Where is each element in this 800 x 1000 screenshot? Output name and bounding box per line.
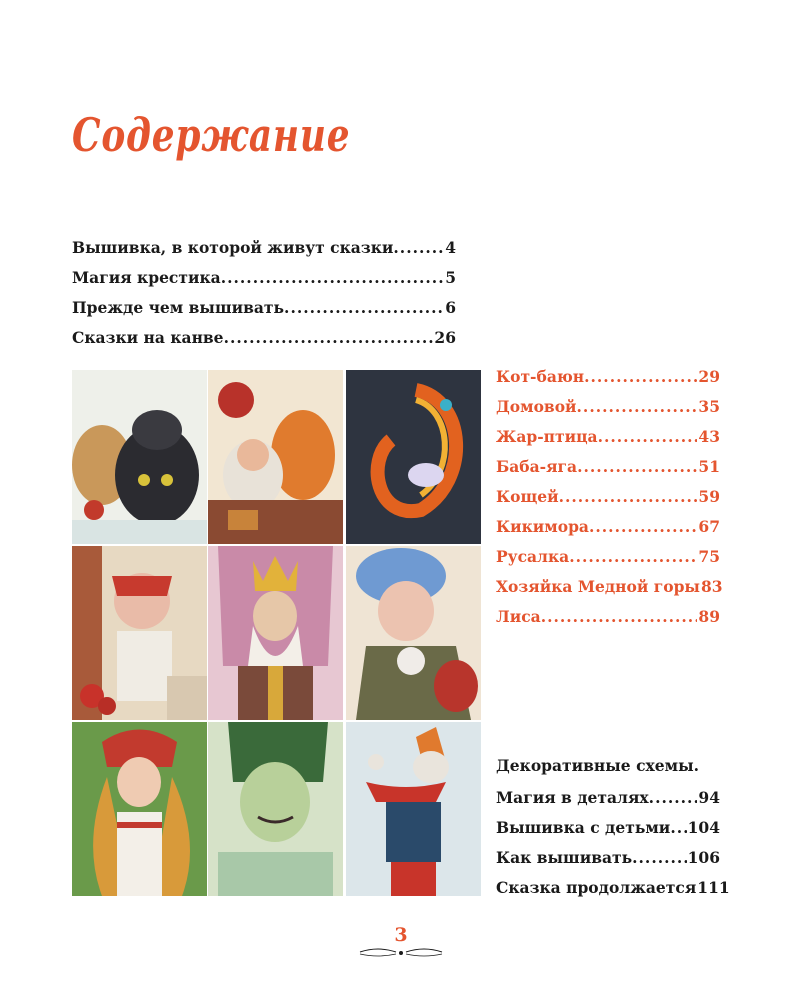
- toc-page: 83: [700, 577, 723, 596]
- leader-dots: [393, 238, 444, 257]
- toc-page: 5: [445, 268, 456, 287]
- page-number: 3: [394, 924, 408, 946]
- leader-dots: [649, 788, 698, 807]
- toc-entry[interactable]: [496, 878, 730, 897]
- leader-dots: [632, 848, 687, 867]
- toc-title: Баба-яга: [496, 457, 578, 476]
- leader-dots: [221, 268, 444, 287]
- leader-dots: [584, 367, 697, 386]
- toc-title: Кикимора: [496, 517, 589, 536]
- toc-title: Жар-птица: [496, 427, 598, 446]
- toc-page: 106: [687, 848, 720, 867]
- toc-entry[interactable]: [72, 298, 456, 317]
- toc-entry[interactable]: [496, 487, 720, 506]
- toc-page: 94: [698, 788, 720, 807]
- rusalka-image: [72, 722, 207, 896]
- toc-title: Домовой: [496, 397, 577, 416]
- toc-page: 75: [698, 547, 720, 566]
- toc-entry[interactable]: [496, 547, 720, 566]
- leader-dots: [577, 457, 697, 476]
- toc-entry[interactable]: [496, 457, 720, 476]
- toc-entry[interactable]: [72, 238, 456, 257]
- firebird-image: [346, 370, 481, 544]
- domovoi-image: [208, 370, 343, 544]
- leader-dots: [577, 397, 698, 416]
- toc-entry[interactable]: [496, 397, 720, 416]
- toc-page: 35: [698, 397, 720, 416]
- toc-entry[interactable]: [496, 848, 720, 867]
- leader-dots: [589, 517, 697, 536]
- toc-entry[interactable]: [496, 818, 720, 837]
- toc-title: Магия крестика: [72, 268, 221, 287]
- toc-entry[interactable]: [496, 427, 720, 446]
- toc-page: 6: [445, 298, 456, 317]
- toc-entry[interactable]: [496, 367, 720, 386]
- leader-dots: [670, 818, 686, 837]
- fox-image: [346, 722, 481, 896]
- koschei-image: [208, 546, 343, 720]
- toc-title: Как вышивать: [496, 848, 633, 867]
- toc-entry[interactable]: [496, 607, 720, 626]
- toc-title: Прежде чем вышивать: [72, 298, 285, 317]
- cat-baiun-image: [72, 370, 207, 544]
- toc-title: Сказки на канве: [72, 328, 224, 347]
- leader-dots: [569, 547, 697, 566]
- toc-entry[interactable]: [496, 517, 720, 536]
- baba-yaga-image: [72, 546, 207, 720]
- toc-entry[interactable]: [72, 268, 456, 287]
- toc-page: 29: [698, 367, 720, 386]
- toc-title: Магия в деталях: [496, 788, 649, 807]
- mistress-copper-mountain-image: [208, 722, 343, 896]
- kikimora-image: [346, 546, 481, 720]
- toc-title: Вышивка с детьми: [496, 818, 671, 837]
- toc-entry[interactable]: [72, 328, 456, 347]
- toc-title: Вышивка, в которой живут сказки: [72, 238, 394, 257]
- leader-dots: [598, 427, 698, 446]
- page-title: Содержание: [72, 108, 351, 162]
- leader-dots: [284, 298, 444, 317]
- leader-dots: [224, 328, 434, 347]
- toc-page: 67: [698, 517, 720, 536]
- ornament-icon: [358, 944, 444, 960]
- toc-page: 26: [434, 328, 456, 347]
- toc-page: 59: [698, 487, 720, 506]
- toc-title: Хозяйка Медной горы: [496, 577, 700, 596]
- toc-page: 51: [698, 457, 720, 476]
- leader-dots: [541, 607, 698, 626]
- toc-entry[interactable]: [496, 577, 723, 596]
- toc-entry[interactable]: [496, 788, 720, 807]
- toc-title: Сказка продолжается: [496, 878, 697, 897]
- toc-page: 111: [697, 878, 730, 897]
- leader-dots: [559, 487, 698, 506]
- toc-page: 4: [445, 238, 456, 257]
- decor-heading: Декоративные схемы.: [496, 756, 700, 775]
- toc-page: 43: [698, 427, 720, 446]
- toc-title: Русалка: [496, 547, 570, 566]
- toc-title: Кощей: [496, 487, 559, 506]
- toc-title: Лиса: [496, 607, 541, 626]
- toc-page: 104: [687, 818, 720, 837]
- toc-title: Кот-баюн: [496, 367, 585, 386]
- toc-page: 89: [698, 607, 720, 626]
